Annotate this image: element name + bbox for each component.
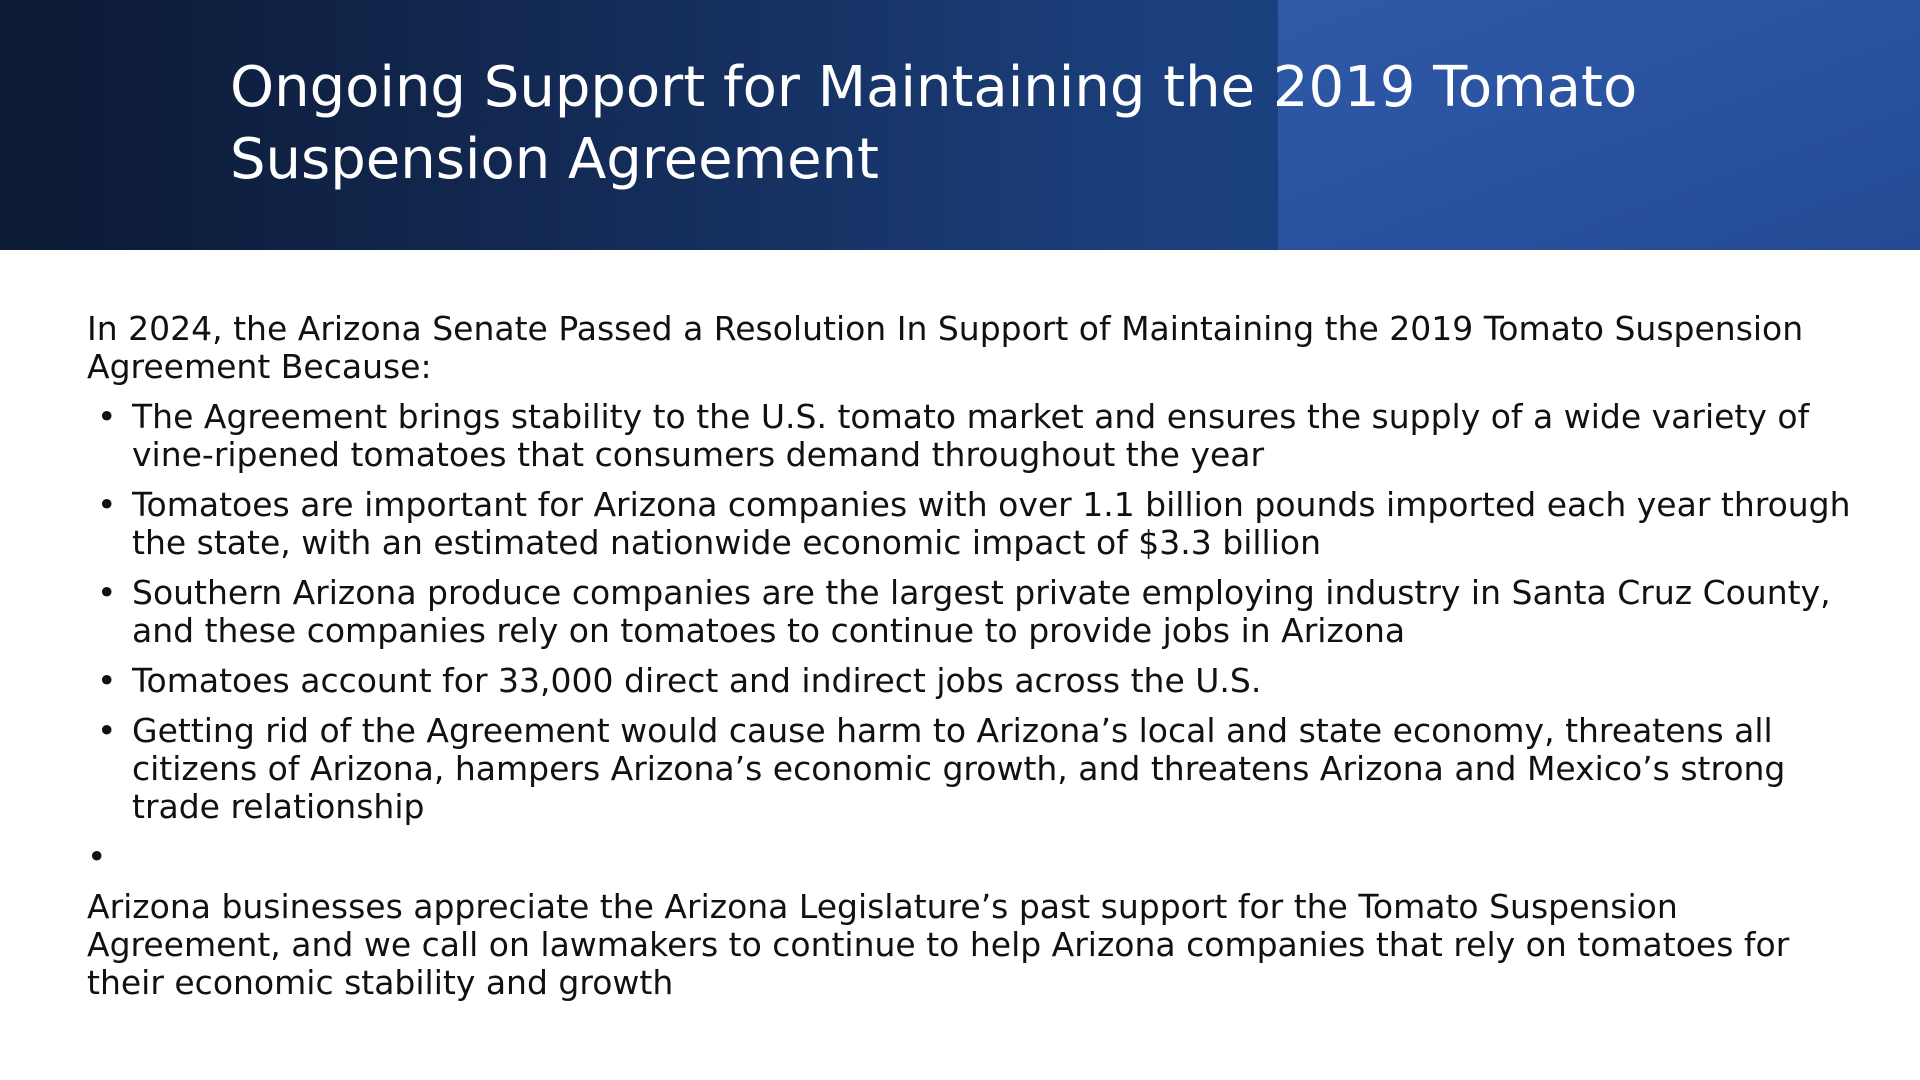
- empty-bullet-item: [87, 838, 1867, 876]
- bullet-dot-icon: •: [97, 485, 117, 524]
- bullet-line: Southern Arizona produce companies are the largest private employing industry in Santa Cruz County,: [132, 573, 1831, 612]
- bullet-list: [87, 398, 1867, 826]
- bullet-dot-icon: •: [87, 837, 107, 876]
- bullet-item: [87, 662, 1912, 700]
- bullet-line: The Agreement brings stability to the U.S. tomato market and ensures the supply of a wide variety of: [132, 397, 1810, 436]
- bullet-dot-icon: •: [97, 711, 117, 750]
- bullet-line: citizens of Arizona, hampers Arizona’s economic growth, and threatens Arizona and Mexico’s strong: [132, 749, 1786, 788]
- slide-body: [87, 310, 1867, 1002]
- title-line: Suspension Agreement: [230, 127, 880, 192]
- intro-line: Agreement Because:: [87, 347, 432, 386]
- bullet-dot-icon: •: [97, 661, 117, 700]
- bullet-line: Tomatoes account for 33,000 direct and indirect jobs across the U.S.: [132, 661, 1262, 700]
- slide-title: [230, 52, 1730, 196]
- closing-paragraph: [87, 888, 1867, 1002]
- bullet-dot-icon: •: [97, 397, 117, 436]
- bullet-line: the state, with an estimated nationwide economic impact of $3.3 billion: [132, 523, 1321, 562]
- title-line: Ongoing Support for Maintaining the 2019 Tomato: [230, 55, 1638, 120]
- bullet-line: and these companies rely on tomatoes to continue to provide jobs in Arizona: [132, 611, 1406, 650]
- closing-line: Agreement, and we call on lawmakers to continue to help Arizona companies that rely on tomatoes for: [87, 925, 1790, 964]
- bullet-item: [87, 486, 1912, 562]
- closing-line: their economic stability and growth: [87, 963, 674, 1002]
- slide-header: [0, 0, 1920, 250]
- bullet-item: [87, 574, 1912, 650]
- bullet-line: Getting rid of the Agreement would cause harm to Arizona’s local and state economy, threatens all: [132, 711, 1773, 750]
- bullet-dot-icon: •: [97, 573, 117, 612]
- bullet-item: [87, 712, 1912, 826]
- intro-line: In 2024, the Arizona Senate Passed a Resolution In Support of Maintaining the 2019 Tomato Suspension: [87, 309, 1804, 348]
- intro-paragraph: [87, 310, 1867, 386]
- bullet-line: trade relationship: [132, 787, 425, 826]
- closing-line: Arizona businesses appreciate the Arizona Legislature’s past support for the Tomato Suspension: [87, 887, 1678, 926]
- bullet-line: vine-ripened tomatoes that consumers demand throughout the year: [132, 435, 1265, 474]
- bullet-line: Tomatoes are important for Arizona companies with over 1.1 billion pounds imported each year through: [132, 485, 1851, 524]
- bullet-item: [87, 398, 1912, 474]
